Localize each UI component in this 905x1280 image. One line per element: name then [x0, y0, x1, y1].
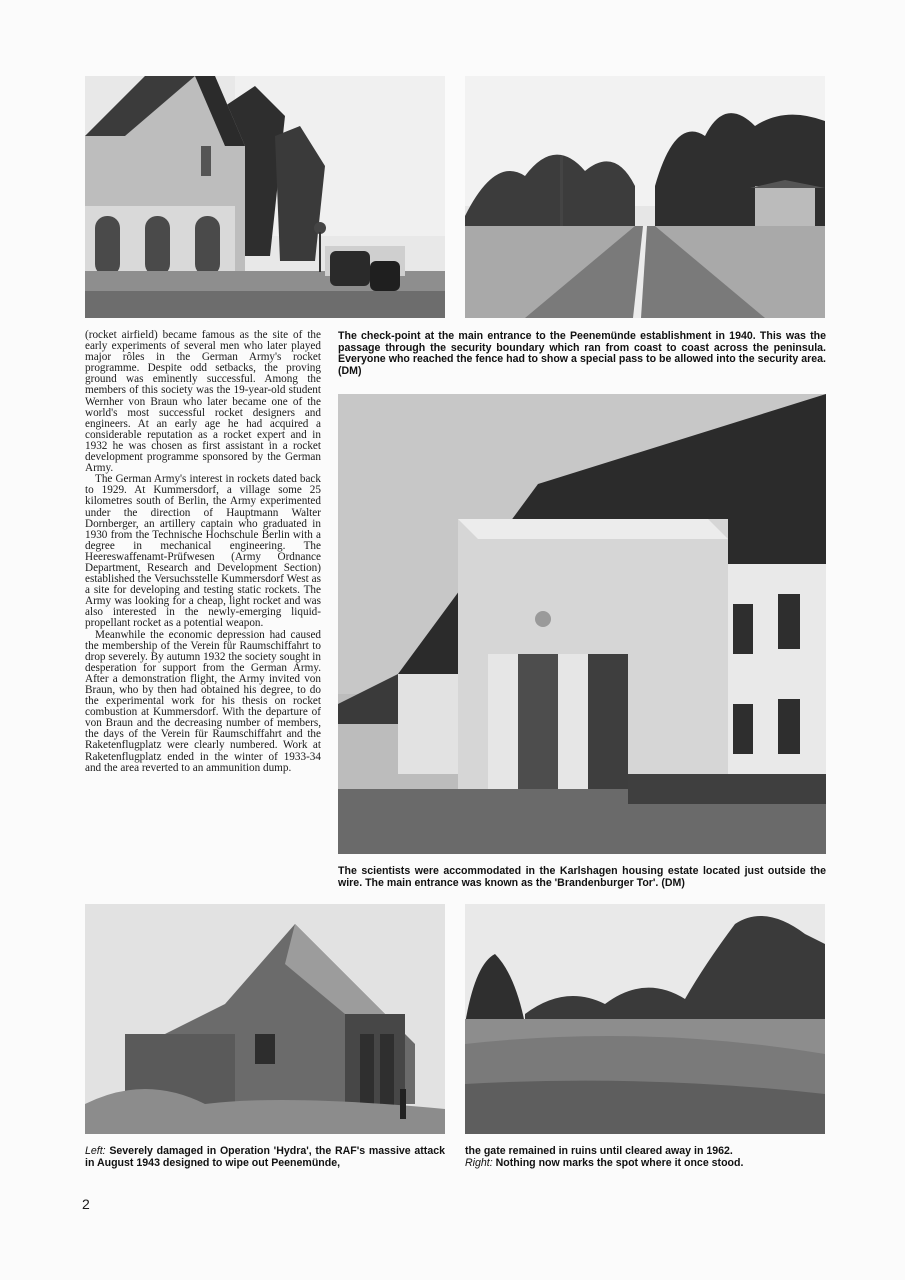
caption-today-lead: Right: [465, 1156, 493, 1169]
caption-today-text: Nothing now marks the spot where it once stood. [492, 1156, 744, 1169]
caption-gate: The scientists were accommodated in the Karlshagen housing estate located just outside the wire. The main entrance was known as the 'Brandenburger Tor'. (DM) [338, 865, 826, 889]
photo-gate-ruins [85, 904, 445, 1134]
caption-ruins-lead: Left: [85, 1145, 106, 1157]
caption-ruins-text: Severely damaged in Operation 'Hydra', the RAF's massive attack in August 1943 designed to wipe out Peenemünde, [85, 1145, 445, 1169]
body-paragraph: The German Army's interest in rockets dated back to 1929. At Kummersdorf, a village some 25 kilometres south of Berlin, the Army experimented under the direction of Hauptmann Walter Dornberger, an artillery captain who graduated in 1930 from the Technische Hochschule Berlin with a degree in mechanical engineering. The Heereswaffenamt-Prüfwesen (Army Ordnance Department, Research and Development Section) established the Versuchsstelle Kummersdorf West as a site for developing and testing static rockets. The Army was looking for a cheap, light rocket and was also interested in the newly-emerging liquid-propellant rocket as a potential weapon. [85, 473, 321, 630]
body-paragraph: (rocket airfield) became famous as the site of the early experiments of several men who later played major rôles in the German Army's rocket programme. Despite odd setbacks, the proving ground was eminently successful. Among the members of this society was the 19-year-old student Wernher von Braun who later became one of the world's most successful rocket designers and engineers. At an early age he had acquired a considerable reputation as a rocket expert and in 1932 he was chosen as first assistant in a rocket development programme sponsored by the German Army. [85, 329, 321, 475]
body-paragraph: Meanwhile the economic depression had caused the membership of the Verein für Raumschiffahrt to drop severely. By autumn 1932 the society sought in desperation for support from the German Army. After a demonstration flight, the Army invited von Braun, who by then had obtained his degree, to do the experimental work for his thesis on rocket combustion at Kummersdorf. With the departure of von Braun and the decreasing number of members, the days of the Verein für Raumschiffahrt and the Raketenflugplatz were clearly numbered. Work at Raketenflugplatz ended in the winter of 1933-34 and the area reverted to an ammunition dump. [85, 628, 321, 774]
photo-field-today [465, 904, 825, 1134]
photo-checkpoint-road [465, 76, 825, 318]
caption-today-continuation: the gate remained in ruins until cleared away in 1962. [465, 1145, 733, 1157]
caption-ruins [85, 1146, 445, 1169]
caption-today [465, 1146, 825, 1169]
photo-brandenburger-tor [338, 394, 826, 854]
article-body-text [85, 330, 321, 774]
photo-checkpoint-1940 [85, 76, 445, 318]
caption-checkpoint: The check-point at the main entrance to the Peenemünde establishment in 1940. This was the passage through the security boundary which ran from coast to coast across the peninsula. Everyone who reached the fence had to show a special pass to be allowed into the security area. (DM) [338, 330, 826, 377]
page-number: 2 [82, 1196, 90, 1212]
